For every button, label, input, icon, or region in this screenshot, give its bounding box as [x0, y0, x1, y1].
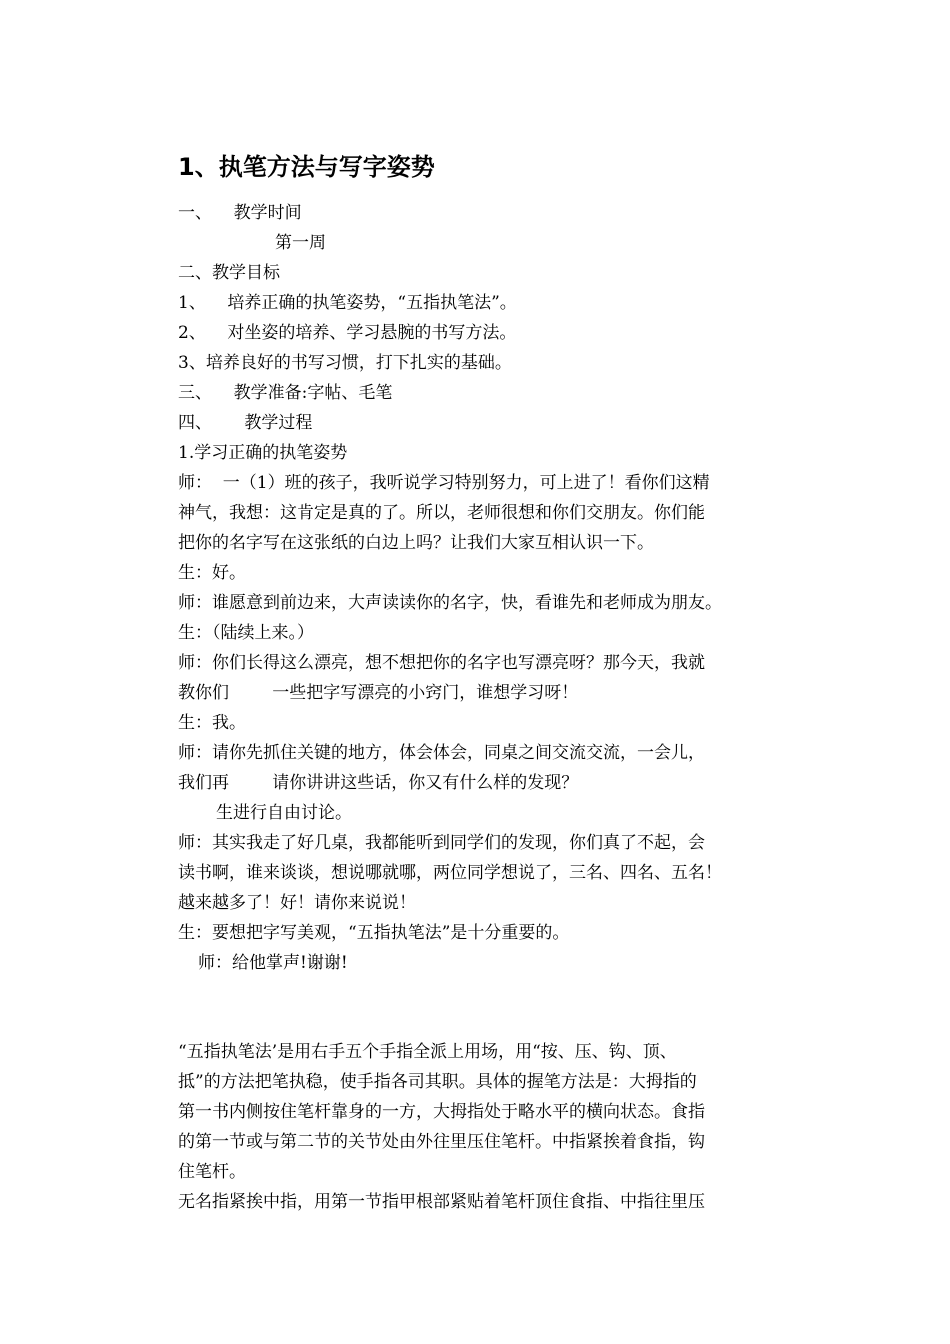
section-teaching-time: 一、 教学时间: [178, 203, 302, 223]
goal-item-2: 2、 对坐姿的培养、学习悬腕的书写方法。: [178, 323, 517, 343]
document-title: 1、执笔方法与写字姿势: [178, 153, 435, 181]
section-teaching-process: 四、 教学过程: [178, 413, 313, 433]
section-teaching-goals: 二、教学目标: [178, 263, 280, 283]
method-paragraph: [178, 1037, 778, 1217]
paragraph-line: 住笔杆。: [178, 1162, 246, 1182]
paragraph-line: 的第一节或与第二节的关节处由外往里压住笔杆。中指紧挨着食指，钩: [178, 1132, 705, 1152]
goal-item-3: 3、培养良好的书写习惯，打下扎实的基础。: [178, 353, 512, 373]
dialogue-line: 我们再 请你讲讲这些话，你又有什么样的发现？: [178, 773, 579, 793]
dialogue-line: 师：你们长得这么漂亮，想不想把你的名字也写漂亮呀？那今天，我就: [178, 653, 705, 673]
teaching-time-value: 第一周: [275, 233, 326, 253]
section-teaching-prep: 三、 教学准备:字帖、毛笔: [178, 383, 393, 403]
dialogue-line: 师： 一（1）班的孩子，我听说学习特别努力，可上进了！看你们这精: [178, 473, 710, 493]
dialogue-line: 师：请你先抓住关键的地方，体会体会，同桌之间交流交流，一会儿，: [178, 743, 705, 763]
dialogue-line: 生：要想把字写美观，“五指执笔法”是十分重要的。: [178, 923, 570, 943]
dialogue-line: 生：好。: [178, 563, 246, 583]
paragraph-line: 第一书内侧按住笔杆靠身的一方，大拇指处于略水平的横向状态。食指: [178, 1102, 705, 1122]
dialogue-line: 师：谁愿意到前边来，大声读读你的名字，快，看谁先和老师成为朋友。: [178, 593, 722, 613]
dialogue-line: 生：我。: [178, 713, 246, 733]
dialogue-line: 生：（陆续上来。）: [178, 623, 314, 643]
dialogue-line: 教你们 一些把字写漂亮的小窍门，谁想学习呀！: [178, 683, 579, 703]
dialogue-line: 师：其实我走了好几桌，我都能听到同学们的发现，你们真了不起，会: [178, 833, 705, 853]
dialogue-line: 越来越多了！好！请你来说说！: [178, 893, 416, 913]
dialogue-line: 把你的名字写在这张纸的白边上吗？让我们大家互相认识一下。: [178, 533, 654, 553]
paragraph-line: “五指执笔法’是用右手五个手指全派上用场，用“按、压、钩、顶、: [178, 1042, 677, 1062]
process-step-1: 1.学习正确的执笔姿势: [178, 443, 348, 463]
goal-item-1: 1、 培养正确的执笔姿势，“五指执笔法”。: [178, 293, 517, 313]
dialogue-line: 读书啊，谁来谈谈，想说哪就哪，两位同学想说了，三名、四名、五名！: [178, 863, 722, 883]
lesson-plan-body: [178, 198, 778, 978]
dialogue-line: 师：给他掌声!谢谢!: [198, 953, 348, 973]
paragraph-line: 抵”的方法把笔执稳，使手指各司其职。具体的握笔方法是：大拇指的: [178, 1072, 697, 1092]
paragraph-line: 无名指紧挨中指，用第一节指甲根部紧贴着笔杆顶住食指、中指往里压: [178, 1192, 705, 1212]
dialogue-line: 生进行自由讨论。: [216, 803, 352, 823]
dialogue-line: 神气，我想：这肯定是真的了。所以，老师很想和你们交朋友。你们能: [178, 503, 705, 523]
